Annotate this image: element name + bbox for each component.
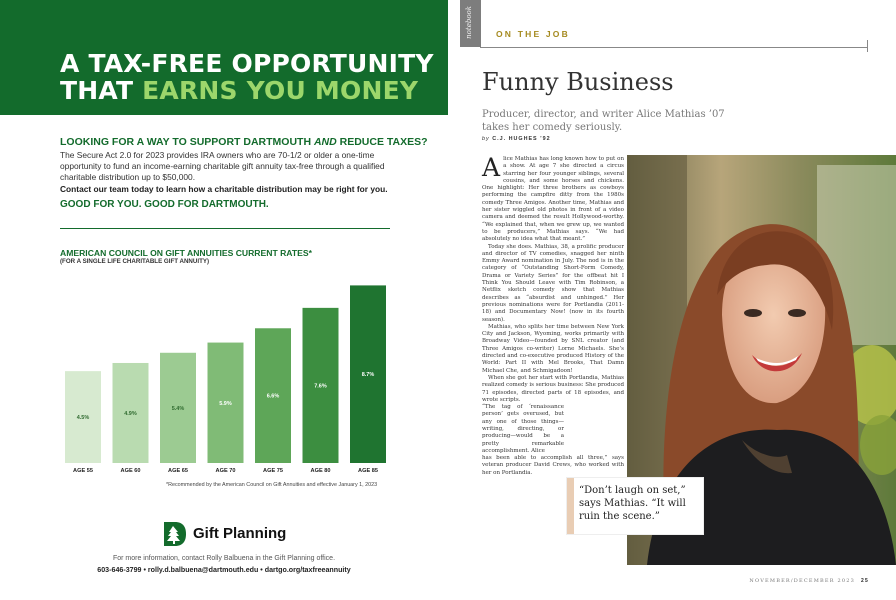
chart-data-label: 4.9% xyxy=(124,410,137,417)
article-paragraph: Today she does. Mathias, 38, a prolific producer and director of TV comedies, snagged her ninth Emmy Award nomination in July. The nod is in the category of “Outstanding Short-Form Comedy, Drama or Variety Series” for the offbeat hit I Think You Should Leave with Tim Robinson, a Netflix sketch comedy show that Mathias describes as “absurdist and unhinged.” Her previous nominations were for Portlandia (2011-18) and Documentary Now! (now in its fourth season). xyxy=(482,243,624,323)
section-tab-label: notebook xyxy=(465,6,473,39)
pull-quote xyxy=(567,478,703,534)
chart-title: AMERICAN COUNCIL ON GIFT ANNUITIES CURRENT RATES* xyxy=(60,248,312,258)
annuity-rates-chart xyxy=(55,260,395,475)
article-paragraph: Alice Mathias has long known how to put on a show. At age 7 she directed a circus starring her four younger siblings, several cousins, and some horses and chickens. One highlight: Her three brothers as cowboys performing the campfire ditty from the 1980s comedy Three Amigos. Another time, Mathias and her sister wiggled old photos in front of a video camera and deemed the result Hollywood-worthy. “We explained that, when we grew up, we wanted to be producers,” Mathias says. “We had absolutely no idea what that meant.” xyxy=(482,153,624,243)
ad-headline-line1: A TAX-FREE OPPORTUNITY xyxy=(60,49,434,78)
chart-data-label: 5.4% xyxy=(171,405,185,412)
article-paragraph: Mathias, who splits her time between New York City and Jackson, Wyoming, works primarily with Broadway Video—founded by SNL creator (and Three Amigos co-writer) Lorne Michaels. She’s directed and co-executive produced History of the World: Part II with Mel Brooks, That Damn Michael Che, and Schmigadoon! xyxy=(482,323,624,374)
article-paragraph-wrapped: “The tag of ‘renaissance person’ gets overused, but any one of those things—writing, directing, or producing—would be a pretty remarkable accomplishment. Alice xyxy=(482,404,564,454)
pull-quote-text: “Don’t laugh on set,” says Mathias. “It will ruin the scene.” xyxy=(579,485,686,522)
ad-cta-text: Contact our team today to learn how a charitable distribution may be right for you. xyxy=(60,184,388,194)
chart-data-label: 4.5% xyxy=(76,415,90,422)
ad-headline-accent: EARNS YOU MONEY xyxy=(142,76,419,105)
article-paragraph: When she got her start with Portlandia, Mathias realized comedy is serious business: She produced 71 episodes, directed parts of 18 episodes, and wrote scripts. xyxy=(482,374,624,403)
section-tab xyxy=(460,0,481,47)
page-folio xyxy=(749,578,869,584)
page-number: 25 xyxy=(861,578,869,584)
chart-x-tick-label: AGE 65 xyxy=(168,468,188,474)
article-body xyxy=(482,153,624,477)
chart-footnote: *Recommended by the American Council on Gift Annuities and effective January 1, 2023 xyxy=(166,482,378,488)
chart-data-label: 8.7% xyxy=(361,372,375,379)
chart-data-label: 7.6% xyxy=(314,383,327,390)
chart-subtitle: (FOR A SINGLE LIFE CHARITABLE GIFT ANNUITY) xyxy=(60,258,210,265)
ad-question: LOOKING FOR A WAY TO SUPPORT DARTMOUTH AND REDUCE TAXES? xyxy=(60,136,428,148)
chart-x-tick-label: AGE 55 xyxy=(73,468,93,474)
ad-tagline: GOOD FOR YOU. GOOD FOR DARTMOUTH. xyxy=(60,199,269,210)
chart-x-tick-label: AGE 80 xyxy=(310,468,331,474)
chart-data-label: 5.9% xyxy=(219,400,232,407)
drop-cap: A xyxy=(482,153,501,182)
chart-x-tick-label: AGE 70 xyxy=(215,468,236,474)
section-label: ON THE JOB xyxy=(496,29,570,39)
article-title: Funny Business xyxy=(482,68,674,96)
article-dek: Producer, director, and writer Alice Mathias ’07 takes her comedy seriously. xyxy=(482,109,725,133)
section-rule xyxy=(480,47,868,48)
contact-info: For more information, contact Rolly Balbuena in the Gift Planning office. xyxy=(112,555,336,562)
magazine-article-page xyxy=(448,0,896,600)
folio-issue: NOVEMBER/DECEMBER 2023 xyxy=(749,578,856,584)
dartmouth-d-pine-logo-icon xyxy=(163,521,187,547)
chart-x-tick-label: AGE 75 xyxy=(263,468,283,474)
contact-details[interactable]: 603-646-3799 • rolly.d.balbuena@dartmouth.edu • dartgo.org/taxfreeannuity xyxy=(97,566,351,574)
article-byline: by C.J. HUGHES ’92 xyxy=(482,136,551,142)
gift-planning-label: Gift Planning xyxy=(193,525,287,542)
ad-headline-line2: THAT EARNS YOU MONEY xyxy=(60,76,419,105)
section-rule-tick xyxy=(867,40,868,52)
ad-divider xyxy=(60,228,390,229)
ad-body-text: The Secure Act 2.0 for 2023 provides IRA owners who are 70-1/2 or older a one-time opportunity to fund an income-earning charitable gift annuity tax-free through a qualified charitable distribution up to $50,000. xyxy=(60,150,385,183)
article-paragraph-end: has been able to accomplish all three,” says veteran producer David Crews, who worked with her on Portlandia. xyxy=(482,455,624,476)
chart-data-label: 6.6% xyxy=(266,393,280,400)
ad-banner xyxy=(0,0,448,115)
chart-x-tick-label: AGE 60 xyxy=(120,468,141,474)
chart-x-tick-label: AGE 85 xyxy=(358,468,378,474)
